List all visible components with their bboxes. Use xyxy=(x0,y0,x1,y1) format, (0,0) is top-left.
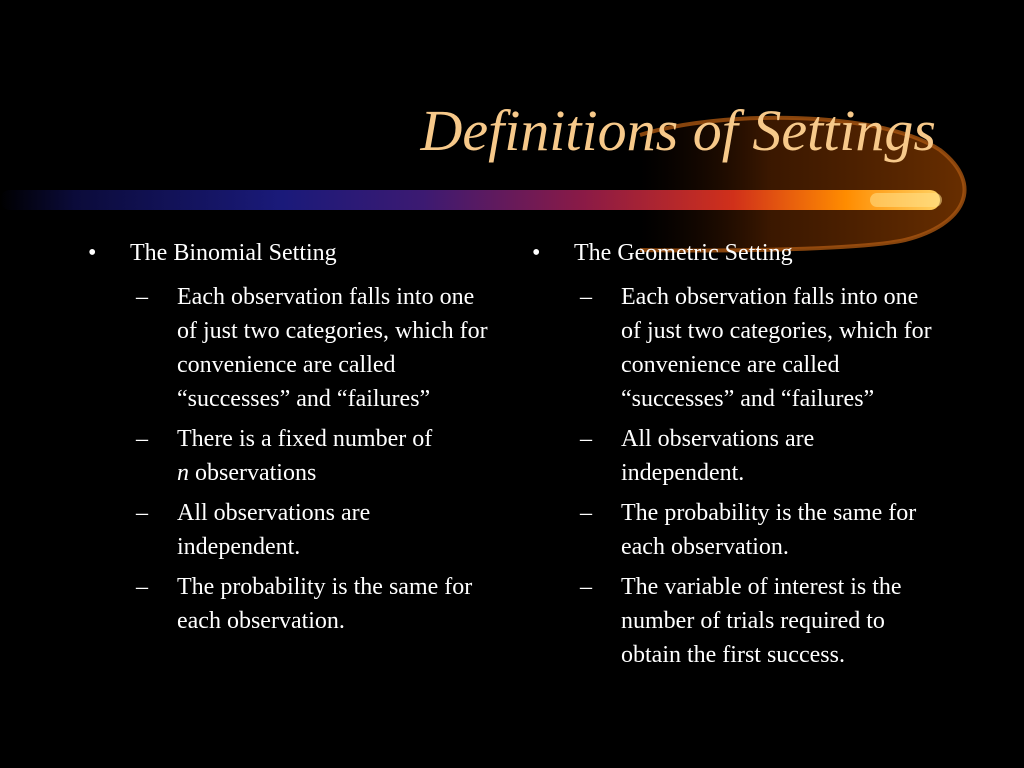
sub-bullet xyxy=(130,570,494,638)
slide-title: Definitions of Settings xyxy=(420,98,936,163)
dash-glyph: – xyxy=(136,426,148,452)
sub-bullet xyxy=(574,422,938,490)
sub-bullet-text xyxy=(177,422,494,490)
sub-bullet xyxy=(574,570,938,672)
dash-glyph: – xyxy=(136,500,148,526)
dash-glyph: – xyxy=(136,574,148,600)
dash-glyph: – xyxy=(580,500,592,526)
dash-glyph: – xyxy=(580,574,592,600)
dash-glyph: – xyxy=(580,284,592,310)
sub-bullet-text: Each observation falls into one of just two categories, which for convenience are called “successes” and “failures” xyxy=(177,284,488,412)
sub-bullet xyxy=(574,496,938,564)
bullet-label: The Binomial Setting xyxy=(130,240,337,266)
bullet-geometric-setting xyxy=(528,238,938,268)
sub-bullet-text-part: observations xyxy=(189,460,317,486)
sub-bullet-list xyxy=(528,280,938,672)
sub-bullet-list xyxy=(84,280,494,638)
sub-bullet-text: The probability is the same for each observation. xyxy=(621,500,917,560)
variable-n: n xyxy=(177,460,189,486)
bullet-glyph: • xyxy=(88,240,97,266)
bullet-glyph: • xyxy=(532,240,541,266)
sub-bullet-text-part: There is a fixed number of xyxy=(177,426,433,452)
sub-bullet xyxy=(130,496,494,564)
dash-glyph: – xyxy=(580,426,592,452)
sub-bullet-text: Each observation falls into one of just two categories, which for convenience are called “successes” and “failures” xyxy=(621,284,932,412)
bullet-binomial-setting xyxy=(84,238,494,268)
sub-bullet-text: All observations are independent. xyxy=(621,426,815,486)
sub-bullet-text: The probability is the same for each observation. xyxy=(177,574,473,634)
bullet-label: The Geometric Setting xyxy=(574,240,793,266)
sub-bullet-text: All observations are independent. xyxy=(177,500,371,560)
sub-bullet xyxy=(574,280,938,416)
sub-bullet-text: The variable of interest is the number of trials required to obtain the first success. xyxy=(621,574,902,668)
dash-glyph: – xyxy=(136,284,148,310)
sub-bullet xyxy=(130,280,494,416)
geometric-column xyxy=(528,238,938,678)
binomial-column xyxy=(84,238,494,644)
sub-bullet xyxy=(130,422,494,490)
